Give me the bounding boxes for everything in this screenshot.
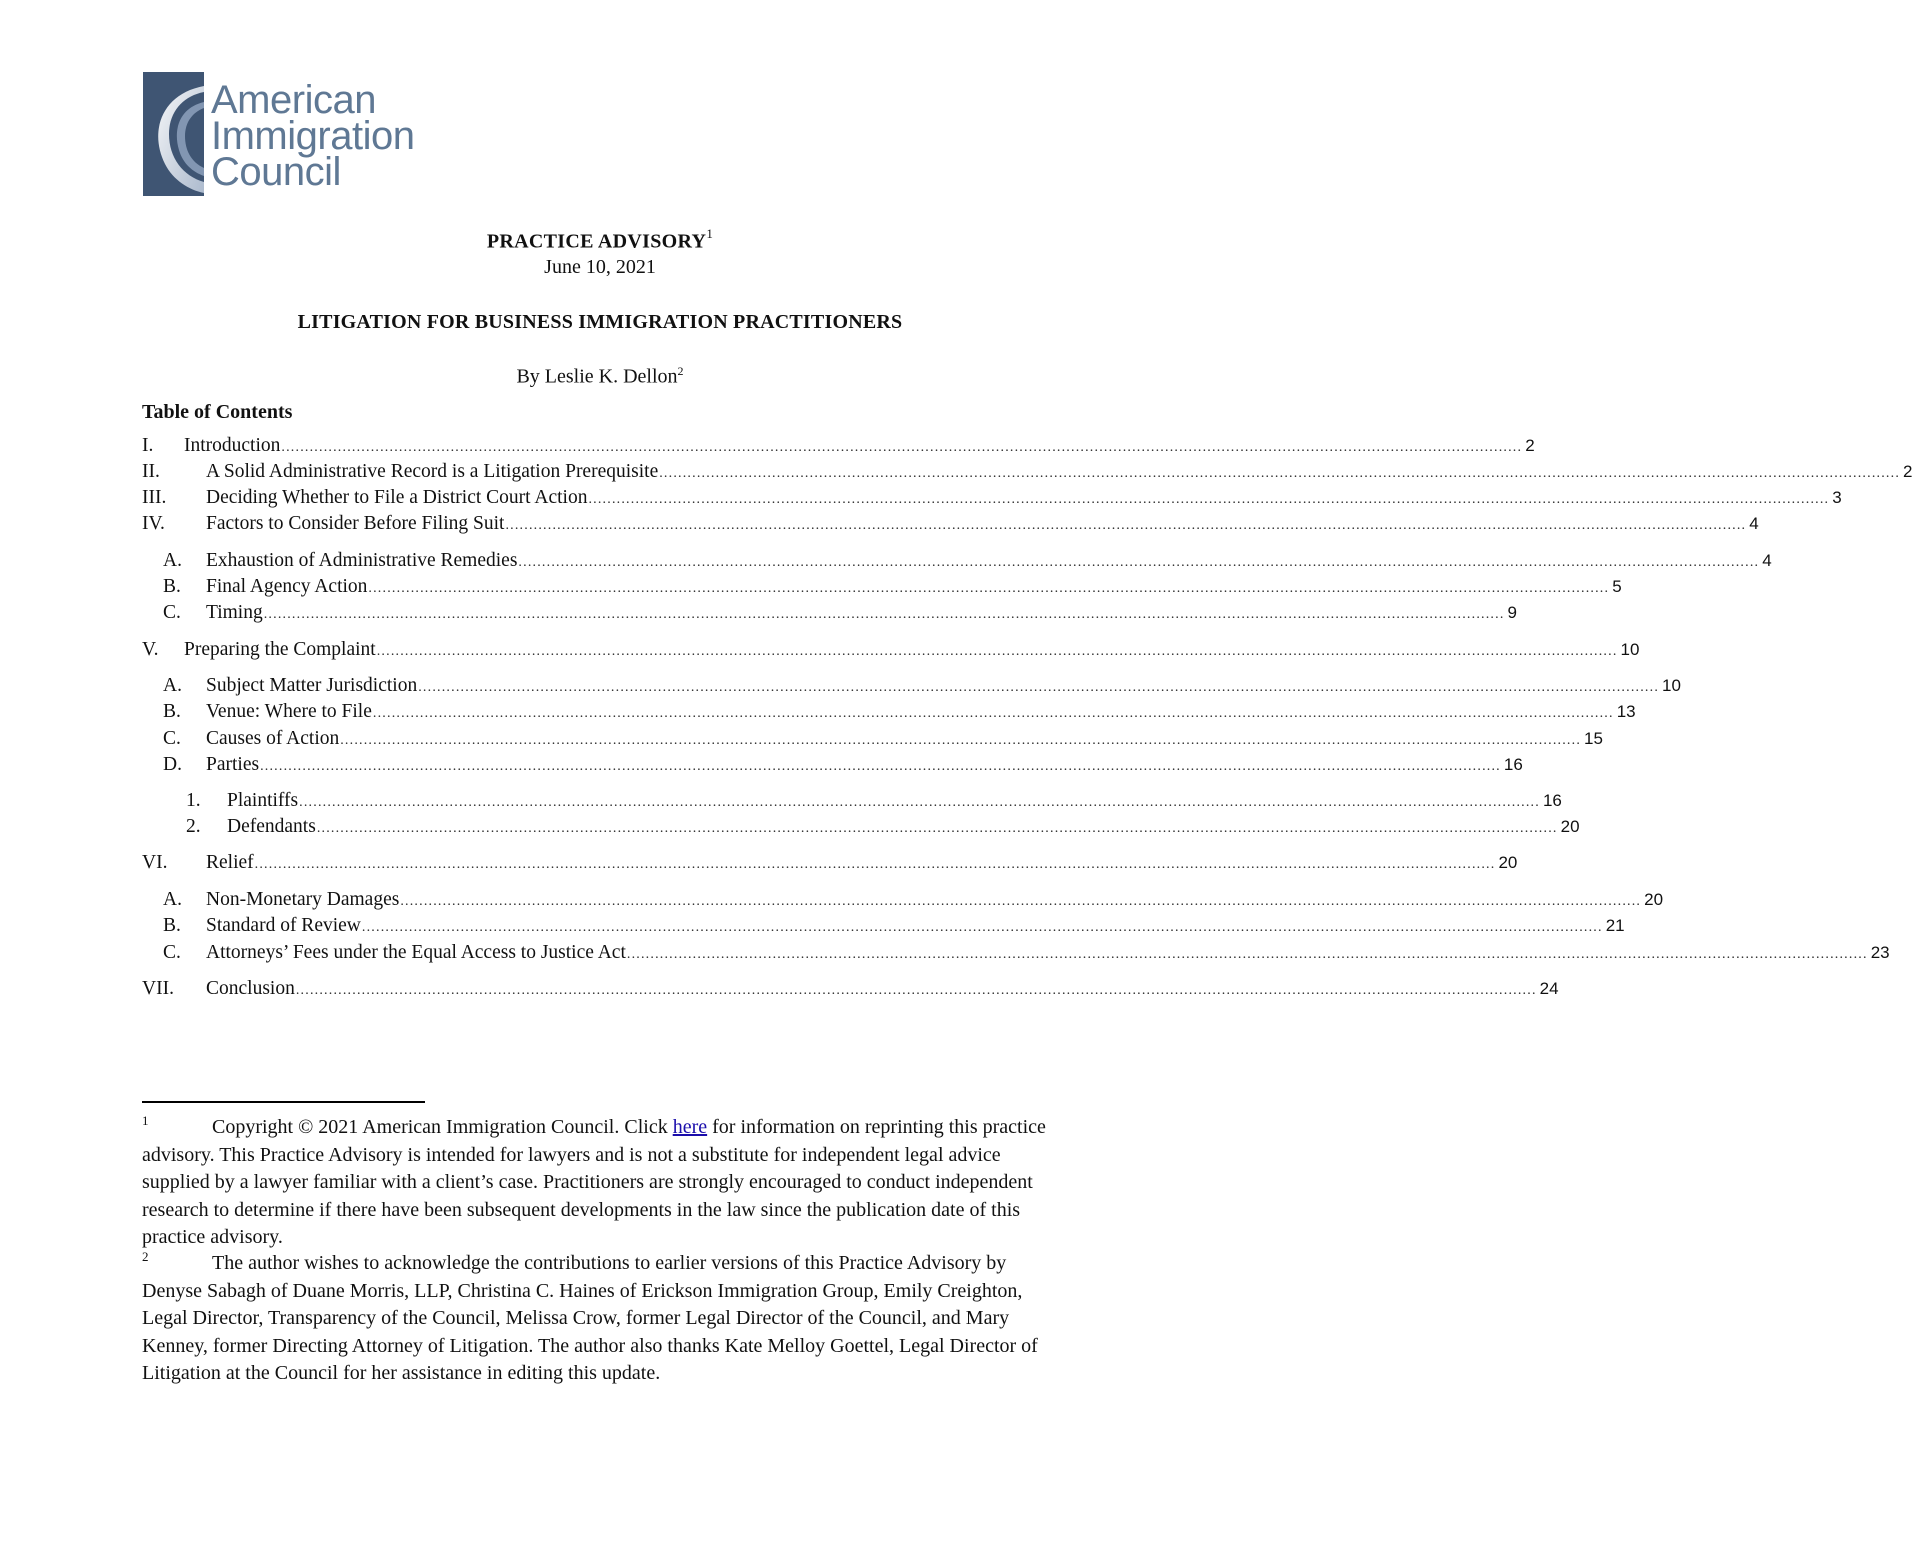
toc-entry[interactable] bbox=[142, 852, 1518, 878]
toc-entry[interactable] bbox=[142, 487, 1842, 513]
toc-leader: ........................................................................................................................................................................................................................................................................ bbox=[626, 947, 1868, 962]
footnote-number: 1 bbox=[142, 1113, 149, 1128]
toc-entry[interactable] bbox=[142, 675, 1681, 701]
toc-entry[interactable] bbox=[142, 602, 1518, 628]
toc-entry[interactable] bbox=[142, 915, 1625, 941]
toc-leader: ........................................................................................................................................................................................................................................................................ bbox=[372, 706, 1614, 721]
footnote-text: The author wishes to acknowledge the contributions to earlier versions of this Practice Advisory by Denyse Sabagh of Duane Morris, LLP, Christina C. Haines of Erickson Immigration Group, Emily Creighton, Legal Director, Transparency of the Council, Melissa Crow, former Legal Director of the Council, and Mary Kenney, former Directing Attorney of Litigation. The author also thanks Kate Melloy Goettel, Legal Director of Litigation at the Council for her assistance in editing this update. bbox=[142, 1252, 1038, 1384]
toc-heading: Table of Contents bbox=[142, 401, 293, 423]
toc-title: Final Agency Action bbox=[206, 576, 368, 597]
toc-entry[interactable] bbox=[142, 754, 1523, 780]
toc-page-number: 20 bbox=[1644, 890, 1664, 909]
toc-number: III. bbox=[142, 487, 167, 508]
toc-entry[interactable] bbox=[142, 435, 1535, 461]
logo-line: Council bbox=[211, 150, 341, 194]
toc-title: Plaintiffs bbox=[227, 790, 299, 811]
toc-title: Timing bbox=[206, 602, 263, 623]
footnote-text: for information on reprinting this practice advisory. This Practice Advisory is intended for lawyers and is not a substitute for independent legal advice supplied by a lawyer familiar with a client’s case. Practitioners are strongly encouraged to conduct independent research to determine if there have been subsequent developments in the law since the publication date of this practice advisory. bbox=[142, 1116, 1046, 1248]
toc-page-number: 16 bbox=[1503, 755, 1523, 774]
toc-page-number: 4 bbox=[1749, 514, 1759, 533]
footnote-1 bbox=[142, 1114, 1062, 1251]
toc-leader: ........................................................................................................................................................................................................................................................................ bbox=[518, 555, 1760, 570]
byline bbox=[0, 364, 1200, 389]
council-logo bbox=[143, 72, 415, 198]
toc-number: B. bbox=[163, 576, 181, 597]
toc-number: V. bbox=[142, 639, 159, 660]
toc-number: A. bbox=[163, 675, 182, 696]
toc-page-number: 10 bbox=[1620, 640, 1640, 659]
toc-page-number: 2 bbox=[1525, 436, 1535, 455]
toc-title: Deciding Whether to File a District Court Action bbox=[206, 487, 588, 508]
toc-page-number: 9 bbox=[1507, 603, 1518, 622]
toc-entry[interactable] bbox=[142, 942, 1890, 968]
toc-leader: ........................................................................................................................................................................................................................................................................ bbox=[263, 607, 1505, 622]
toc-number: C. bbox=[163, 602, 181, 623]
toc-leader: ........................................................................................................................................................................................................................................................................ bbox=[299, 795, 1540, 810]
toc-number: 1. bbox=[186, 790, 201, 811]
toc-number: VI. bbox=[142, 852, 168, 873]
toc-page-number: 20 bbox=[1560, 817, 1580, 836]
toc-leader: ........................................................................................................................................................................................................................................................................ bbox=[361, 920, 1603, 935]
toc-number: A. bbox=[163, 550, 182, 571]
toc-leader: ........................................................................................................................................................................................................................................................................ bbox=[659, 466, 1901, 481]
toc-number: C. bbox=[163, 728, 181, 749]
footnote-ref-1[interactable]: 1 bbox=[706, 226, 714, 241]
toc-entry[interactable] bbox=[142, 576, 1622, 602]
toc-entry[interactable] bbox=[142, 701, 1636, 727]
toc-number: IV. bbox=[142, 513, 165, 534]
toc-page-number: 24 bbox=[1539, 979, 1559, 998]
toc-entry[interactable] bbox=[142, 816, 1580, 842]
document-type-heading bbox=[0, 228, 1200, 254]
toc-leader: ........................................................................................................................................................................................................................................................................ bbox=[400, 894, 1642, 909]
footnote-number: 2 bbox=[142, 1249, 149, 1264]
toc-number: II. bbox=[142, 461, 160, 482]
advisory-label: PRACTICE ADVISORY bbox=[486, 230, 707, 253]
toc-title: Standard of Review bbox=[206, 915, 361, 936]
toc-title: Non-Monetary Damages bbox=[206, 889, 400, 910]
toc-page-number: 13 bbox=[1616, 702, 1636, 721]
toc-title: Subject Matter Jurisdiction bbox=[206, 675, 418, 696]
toc-entry[interactable] bbox=[142, 550, 1772, 576]
toc-entry[interactable] bbox=[142, 639, 1640, 665]
toc-title: Preparing the Complaint bbox=[184, 639, 376, 660]
toc-title: Causes of Action bbox=[206, 728, 340, 749]
toc-page-number: 23 bbox=[1870, 943, 1890, 962]
logo-line: Immigration bbox=[211, 114, 415, 158]
toc-leader: ........................................................................................................................................................................................................................................................................ bbox=[295, 983, 1537, 998]
toc-number: I. bbox=[142, 435, 154, 456]
toc-page-number: 5 bbox=[1612, 577, 1622, 596]
toc-entry[interactable] bbox=[142, 889, 1664, 915]
footnote-ref-2[interactable]: 2 bbox=[677, 364, 684, 378]
toc-entry[interactable] bbox=[142, 790, 1562, 816]
toc-leader: ........................................................................................................................................................................................................................................................................ bbox=[281, 440, 1523, 455]
toc-leader: ........................................................................................................................................................................................................................................................................ bbox=[588, 492, 1830, 507]
toc-number: B. bbox=[163, 701, 181, 722]
toc-number: 2. bbox=[186, 816, 201, 837]
toc-leader: ........................................................................................................................................................................................................................................................................ bbox=[254, 857, 1496, 872]
toc-leader: ........................................................................................................................................................................................................................................................................ bbox=[368, 581, 1610, 596]
toc-page-number: 15 bbox=[1584, 729, 1603, 748]
reprint-info-link[interactable]: here bbox=[672, 1116, 708, 1138]
toc-page-number: 16 bbox=[1542, 791, 1562, 810]
toc-number: C. bbox=[163, 942, 181, 963]
publication-date: June 10, 2021 bbox=[544, 256, 656, 278]
toc-leader: ........................................................................................................................................................................................................................................................................ bbox=[340, 733, 1582, 748]
toc-number: A. bbox=[163, 889, 182, 910]
toc-leader: ........................................................................................................................................................................................................................................................................ bbox=[376, 644, 1618, 659]
toc-entry[interactable] bbox=[142, 461, 1913, 487]
toc-page-number: 20 bbox=[1498, 853, 1518, 872]
toc-leader: ........................................................................................................................................................................................................................................................................ bbox=[418, 680, 1660, 695]
toc-title: Parties bbox=[206, 754, 260, 775]
logo-line: American bbox=[211, 78, 376, 122]
logo-wordmark bbox=[211, 78, 415, 194]
toc-title: A Solid Administrative Record is a Litigation Prerequisite bbox=[206, 461, 659, 482]
toc-entry[interactable] bbox=[142, 513, 1759, 539]
toc-title: Conclusion bbox=[206, 978, 295, 999]
author-name: By Leslie K. Dellon bbox=[516, 365, 678, 388]
toc-page-number: 21 bbox=[1605, 916, 1625, 935]
toc-title: Defendants bbox=[227, 816, 316, 837]
toc-title: Relief bbox=[206, 852, 254, 873]
document-title: LITIGATION FOR BUSINESS IMMIGRATION PRACTITIONERS bbox=[297, 311, 903, 333]
toc-page-number: 10 bbox=[1662, 676, 1681, 695]
toc-page-number: 4 bbox=[1762, 551, 1772, 570]
toc-title: Attorneys’ Fees under the Equal Access to Justice Act bbox=[206, 942, 626, 963]
toc-title: Venue: Where to File bbox=[206, 701, 372, 722]
toc-leader: ........................................................................................................................................................................................................................................................................ bbox=[316, 821, 1558, 836]
toc-title: Introduction bbox=[184, 435, 281, 456]
toc-page-number: 2 bbox=[1903, 462, 1913, 481]
toc-title: Factors to Consider Before Filing Suit bbox=[206, 513, 505, 534]
toc-title: Exhaustion of Administrative Remedies bbox=[206, 550, 518, 571]
footnote-2 bbox=[142, 1250, 1062, 1387]
toc-entry[interactable] bbox=[142, 978, 1559, 1004]
toc-leader: ........................................................................................................................................................................................................................................................................ bbox=[505, 518, 1747, 533]
toc-leader: ........................................................................................................................................................................................................................................................................ bbox=[260, 759, 1501, 774]
toc-number: B. bbox=[163, 915, 181, 936]
toc-number: VII. bbox=[142, 978, 174, 999]
footnote-separator bbox=[142, 1101, 425, 1103]
footnote-text: Copyright © 2021 American Immigration Council. Click bbox=[212, 1116, 673, 1138]
toc-page-number: 3 bbox=[1832, 488, 1842, 507]
toc-entry[interactable] bbox=[142, 728, 1603, 754]
logo-swoosh-icon bbox=[143, 72, 204, 196]
toc-number: D. bbox=[163, 754, 182, 775]
